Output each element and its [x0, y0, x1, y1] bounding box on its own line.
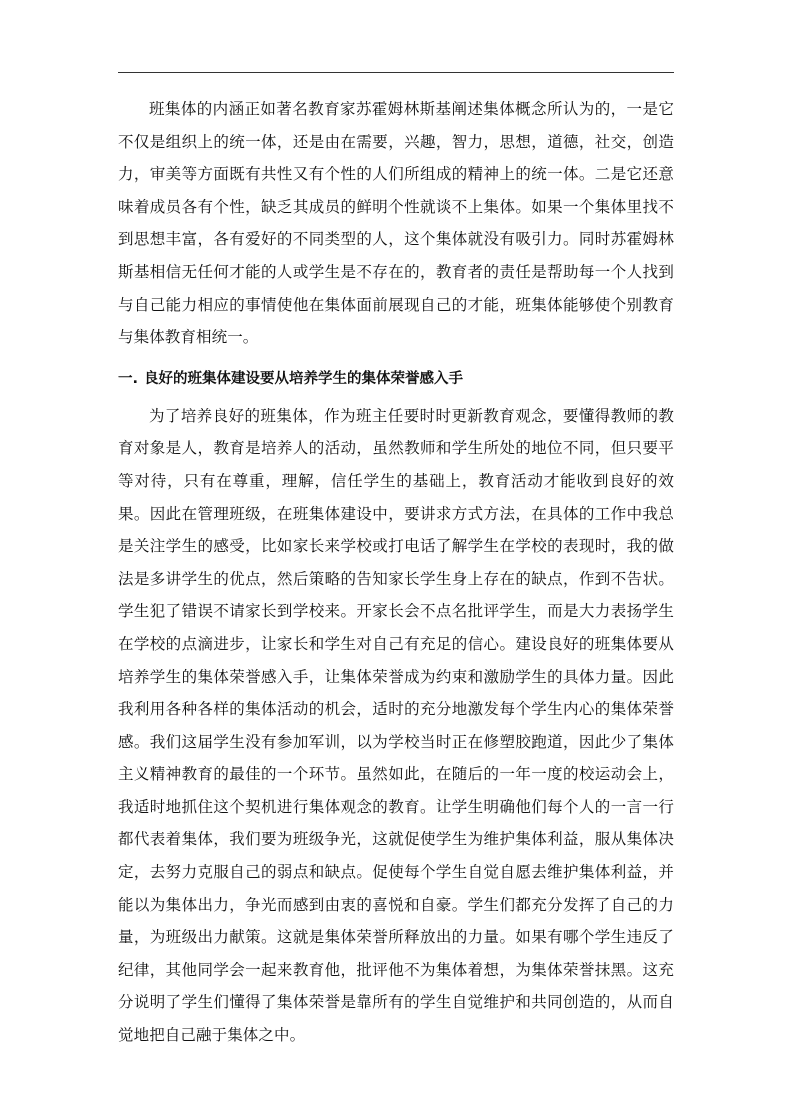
section-paragraph: 为了培养良好的班集体，作为班主任要时时更新教育观念，要懂得教师的教育对象是人，教育是培养人的活动，虽然教师和学生所处的地位不同，但只要平等对待，只有在尊重，理解，信任学生的基础上，教育活动才能收到良好的效果。因此在管理班级，在班集体建设中，要讲求方式方法，在具体的工作中我总是关注学生的感受，比如家长来学校或打电话了解学生在学校的表现时，我的做法是多讲学生的优点，然后策略的告知家长学生身上存在的缺点，作到不告状。学生犯了错误不请家长到学校来。开家长会不点名批评学生，而是大力表扬学生在学校的点滴进步，让家长和学生对自己有充足的信心。建设良好的班集体要从培养学生的集体荣誉感入手，让集体荣誉成为约束和激励学生的具体力量。因此我利用各种各样的集体活动的机会，适时的充分地激发每个学生内心的集体荣誉感。我们这届学生没有参加军训，以为学校当时正在修塑胶跑道，因此少了集体主义精神教育的最佳的一个环节。虽然如此，在随后的一年一度的校运动会上，我适时地抓住这个契机进行集体观念的教育。让学生明确他们每个人的一言一行都代表着集体，我们要为班级争光，这就促使学生为维护集体利益，服从集体决定，去努力克服自己的弱点和缺点。促使每个学生自觉自愿去维护集体利益，并能以为集体出力，争光而感到由衷的喜悦和自豪。学生们都充分发挥了自己的力量，为班级出力献策。这就是集体荣誉所释放出的力量。如果有哪个学生违反了纪律，其他同学会一起来教育他，批评他不为集体着想，为集体荣誉抹黑。这充分说明了学生们懂得了集体荣誉是靠所有的学生自觉维护和共同创造的，从而自觉地把自己融于集体之中。 — [118, 406, 674, 1045]
section-title: 良好的班集体建设要从培养学生的集体荣誉感入手 — [144, 370, 464, 387]
header-rule — [118, 72, 674, 73]
section-heading — [118, 363, 674, 395]
intro-paragraph: 班集体的内涵正如著名教育家苏霍姆林斯基阐述集体概念所认为的，一是它不仅是组织上的统一体，还是由在需要，兴趣，智力，思想，道德，社交，创造力，审美等方面既有共性又有个性的人们所组成的精神上的统一体。二是它还意味着成员各有个性，缺乏其成员的鲜明个性就谈不上集体。如果一个集体里找不到思想丰富，各有爱好的不同类型的人，这个集体就没有吸引力。同时苏霍姆林斯基相信无任何才能的人或学生是不存在的，教育者的责任是帮助每一个人找到与自己能力相应的事情使他在集体面前展现自己的才能，班集体能够使个别教育与集体教育相统一。 — [118, 100, 674, 347]
section-number: 一. — [118, 370, 139, 387]
document-body — [118, 93, 674, 1052]
